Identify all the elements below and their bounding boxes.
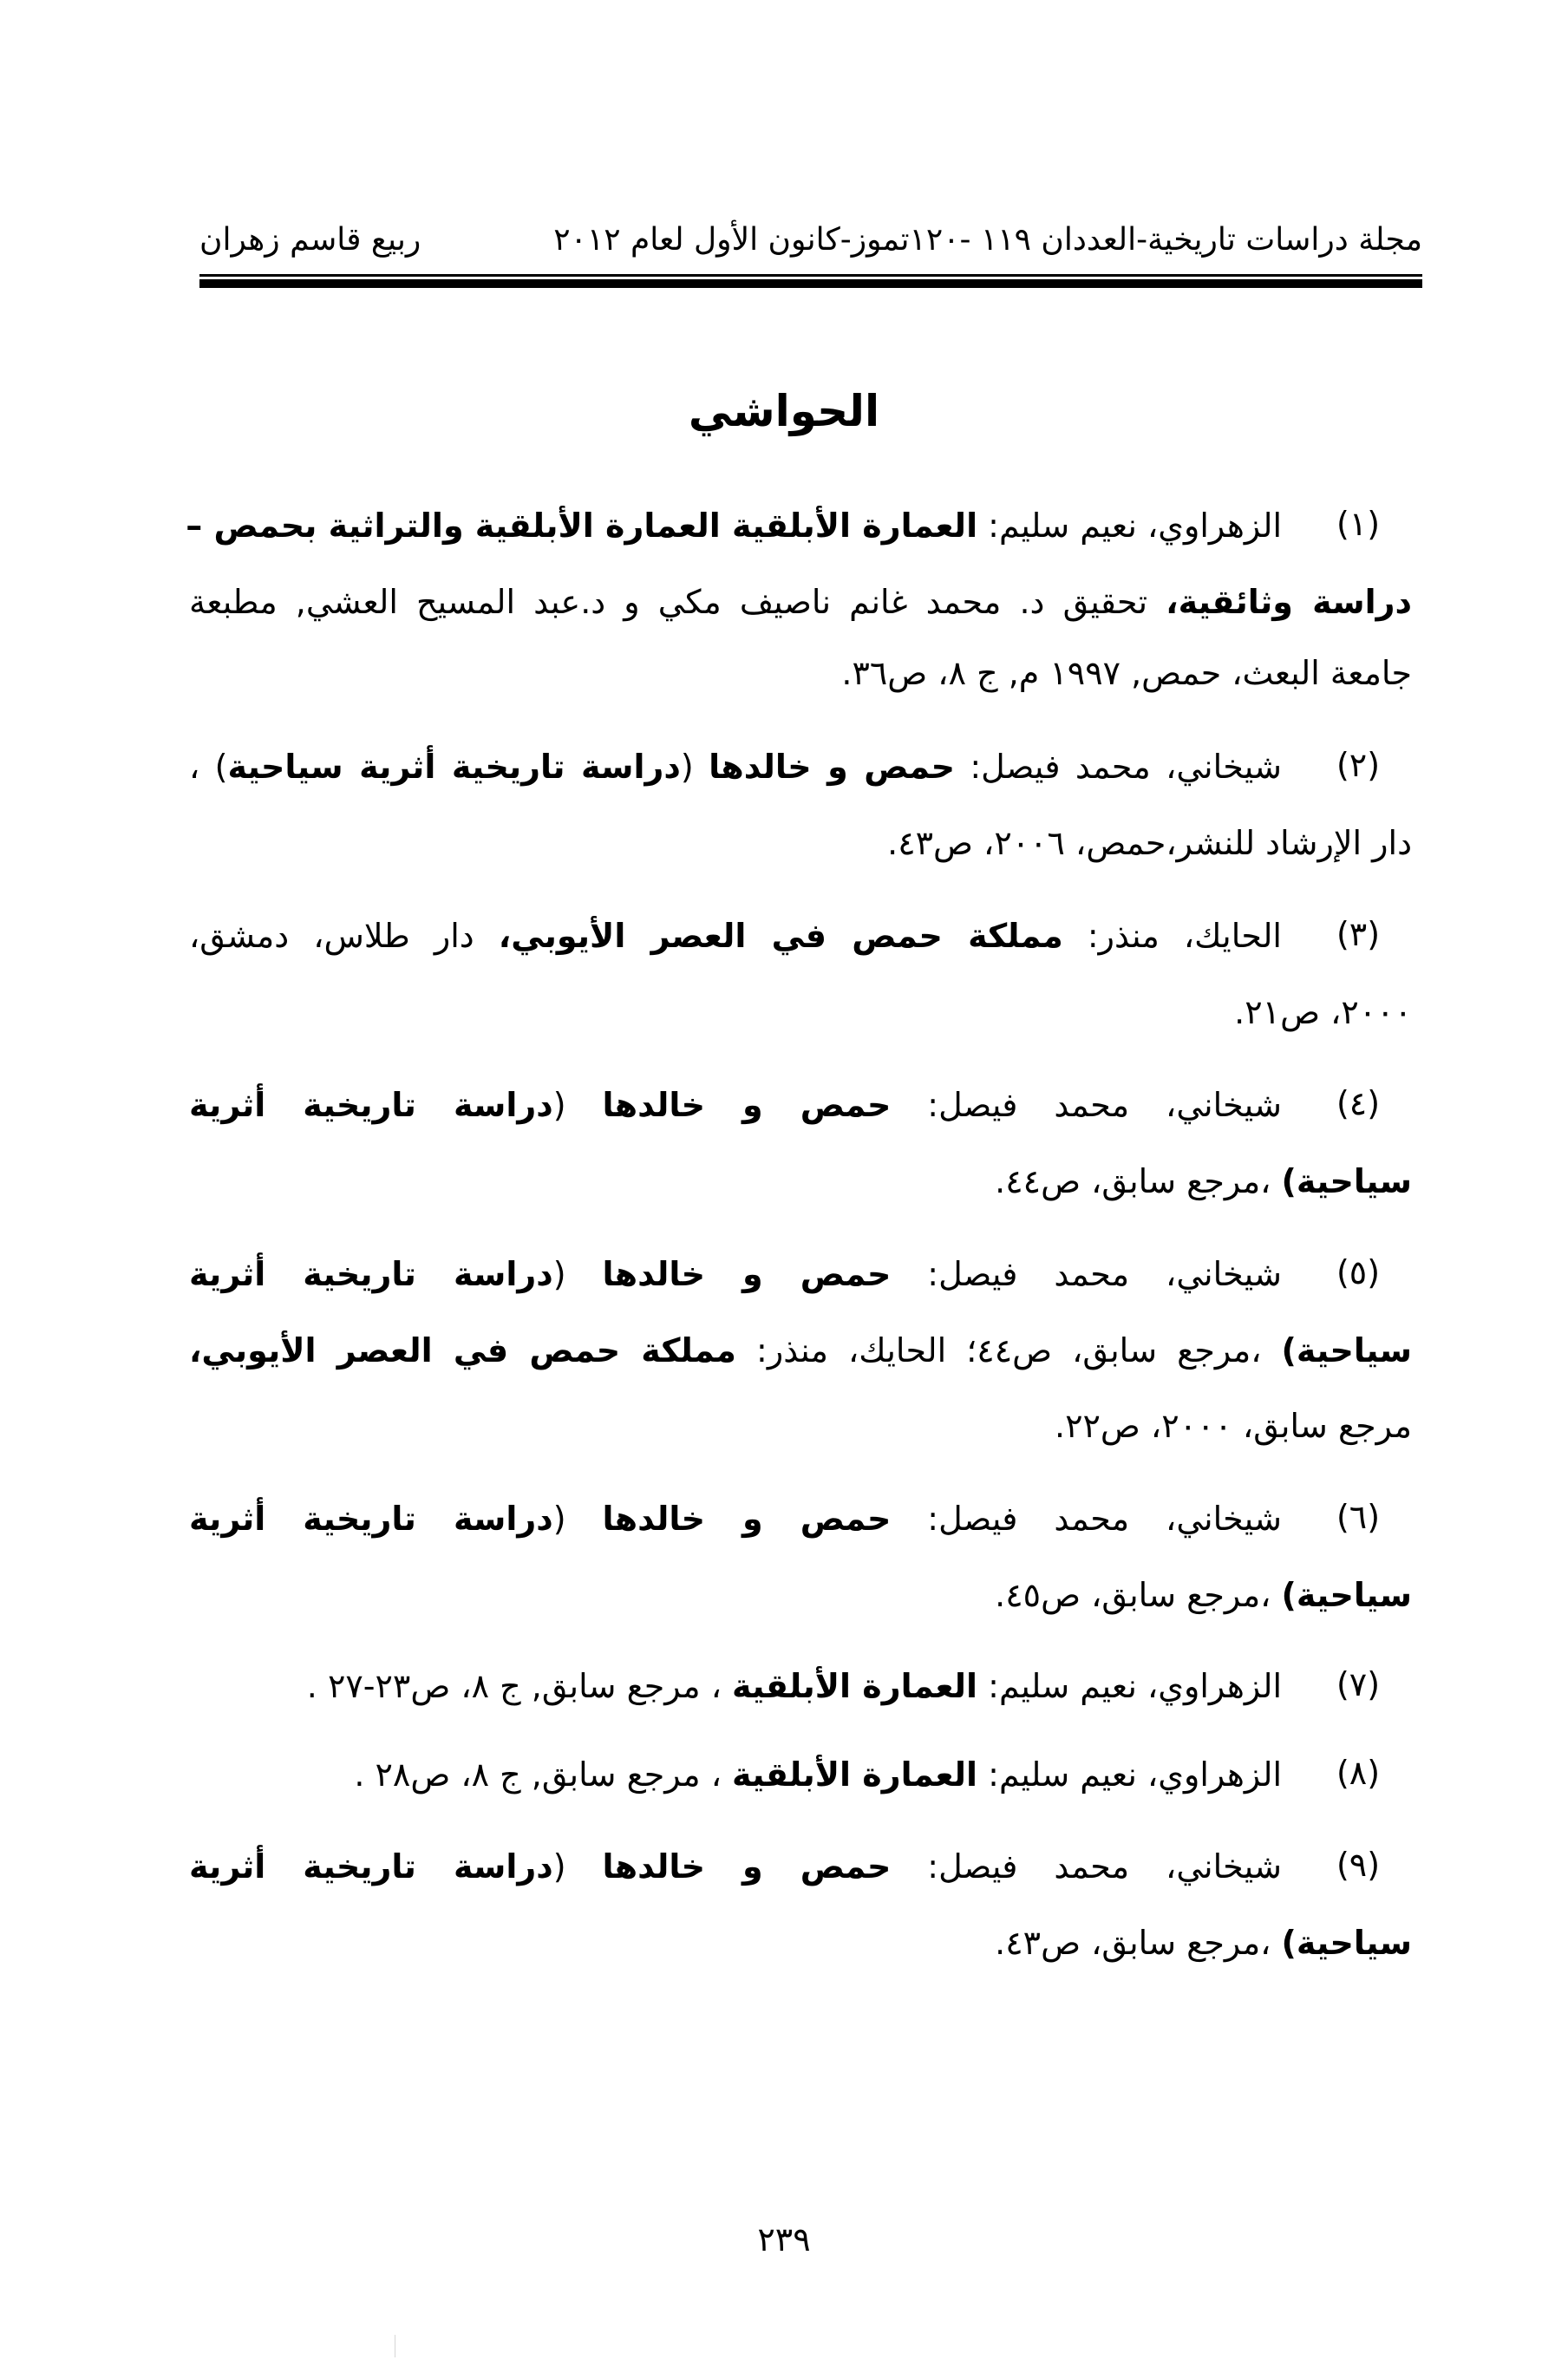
footnote-title-text: سياحية): [1281, 1331, 1412, 1370]
footnote-text: ٢٠٠٠، ص٢١.: [1234, 993, 1412, 1031]
footnote-title-text: مملكة حمص في العصر الأيوبي،: [498, 917, 1063, 955]
footnote-text: شيخاني، محمد فيصل:: [891, 1086, 1282, 1124]
footnote-text: شيخاني، محمد فيصل:: [891, 1847, 1282, 1886]
footnote-line: [189, 1324, 1412, 1376]
footnote-line: [189, 1660, 1282, 1712]
footnote-title-text: العمارة الأبلقية العمارة الأبلقية والتراثية بحمص –: [186, 507, 978, 545]
footnote-text: (: [680, 748, 709, 786]
footnote-text: ) ،: [189, 748, 228, 786]
footnote-line: [189, 1840, 1282, 1893]
footnote-text: الزهراوي، نعيم سليم:: [977, 507, 1282, 545]
header-rule-thick: [199, 279, 1422, 288]
footnote-number: (٧): [1336, 1665, 1381, 1703]
footnote-text: شيخاني، محمد فيصل:: [891, 1255, 1282, 1293]
footnote-title-text: دراسة تاريخية أثرية: [189, 1086, 553, 1124]
footnote-line: [189, 1248, 1282, 1300]
footnote-text: ، مرجع سابق, ج ٨، ص٢٨ .: [354, 1755, 733, 1794]
footnote-title-text: حمص و خالدها: [602, 1255, 892, 1293]
footnote-line: [189, 741, 1282, 793]
footnote-title-text: سياحية): [1281, 1576, 1412, 1614]
footnote-text: ، مرجع سابق, ج ٨، ص٢٣-٢٧ .: [306, 1667, 733, 1705]
footnote-text: دار الإرشاد للنشر،حمص، ٢٠٠٦، ص٤٣.: [887, 824, 1412, 862]
footnote-title-text: دراسة وثائقية،: [1166, 583, 1412, 621]
footnote-text: (: [552, 1500, 603, 1538]
footnote-number: (٢): [1336, 746, 1381, 784]
footnote-text: دار طلاس، دمشق،: [189, 917, 499, 955]
footnote-number: (١): [1336, 505, 1381, 543]
footnote-number: (٥): [1336, 1253, 1381, 1291]
footnote-title-text: مملكة حمص في العصر الأيوبي،: [189, 1331, 736, 1370]
footnote-title-text: حمص و خالدها: [602, 1086, 892, 1124]
footnote-text: الزهراوي، نعيم سليم:: [977, 1755, 1282, 1794]
footnote-title-text: العمارة الأبلقية: [732, 1755, 978, 1794]
footnote-text: شيخاني، محمد فيصل:: [954, 748, 1283, 786]
footnote-line: [186, 500, 1282, 552]
footnote-text: الزهراوي، نعيم سليم:: [977, 1667, 1282, 1705]
footnote-text: ،مرجع سابق، ص٤٤.: [995, 1162, 1282, 1200]
footnote-text: تحقيق د. محمد غانم ناصيف مكي و د.عبد المسيح العشي, مطبعة: [189, 583, 1166, 621]
footnote-line: [189, 1749, 1282, 1801]
footnote-text: (: [552, 1847, 603, 1886]
footnote-line: [189, 1400, 1412, 1452]
footnote-number: (٨): [1336, 1754, 1381, 1792]
footnote-title-text: سياحية): [1281, 1924, 1412, 1962]
footnote-line: [189, 1155, 1412, 1207]
footnote-text: ،مرجع سابق، ص٤٥.: [995, 1576, 1282, 1614]
footnote-text: ،مرجع سابق، ص٤٣.: [995, 1924, 1282, 1962]
footnote-text: (: [552, 1255, 603, 1293]
footnote-text: جامعة البعث، حمص, ١٩٩٧ م, ج ٨، ص٣٦.: [841, 654, 1412, 692]
section-title: الحواشي: [688, 386, 880, 436]
footnote-title-text: حمص و خالدها: [602, 1500, 892, 1538]
footnote-title-text: حمص و خالدها: [709, 748, 955, 786]
footnote-title-text: حمص و خالدها: [602, 1847, 892, 1886]
header-rule-thin: [199, 274, 1422, 277]
footnote-text: (: [552, 1086, 603, 1124]
footnote-line: [189, 1493, 1282, 1545]
footnote-text: شيخاني، محمد فيصل:: [891, 1500, 1282, 1538]
footnote-title-text: دراسة تاريخية أثرية: [189, 1500, 553, 1538]
footnote-line: [189, 910, 1282, 962]
author-name: ربيع قاسم زهران: [199, 222, 421, 258]
footnote-title-text: دراسة تاريخية أثرية: [189, 1847, 553, 1886]
footnote-title-text: العمارة الأبلقية: [732, 1667, 978, 1705]
page-number: ٢٣٩: [757, 2220, 811, 2259]
running-header: [199, 222, 1422, 274]
footnote-line: [189, 1079, 1282, 1131]
footnote-number: (٣): [1336, 915, 1381, 953]
footnote-title-text: دراسة تاريخية أثرية سياحية: [227, 748, 681, 786]
footnote-number: (٦): [1336, 1498, 1381, 1536]
footnote-text: الحايك، منذر:: [1062, 917, 1282, 955]
footnote-number: (٤): [1336, 1084, 1381, 1122]
footnote-line: [189, 576, 1412, 628]
footnote-line: [189, 1569, 1412, 1621]
journal-title: مجلة دراسات تاريخية-العددان ١١٩ -١٢٠تموز-كانون الأول لعام ٢٠١٢: [553, 222, 1422, 258]
footnote-title-text: دراسة تاريخية أثرية: [189, 1255, 553, 1293]
footnote-line: [189, 1917, 1412, 1969]
footnote-line: [189, 647, 1412, 699]
footnote-line: [189, 817, 1412, 869]
footnote-number: (٩): [1336, 1846, 1381, 1884]
footnote-line: [189, 986, 1412, 1038]
footnote-text: ،مرجع سابق، ص٤٤؛ الحايك، منذر:: [735, 1331, 1282, 1370]
footnote-title-text: سياحية): [1281, 1162, 1412, 1200]
footnote-text: مرجع سابق، ٢٠٠٠، ص٢٢.: [1054, 1407, 1412, 1445]
